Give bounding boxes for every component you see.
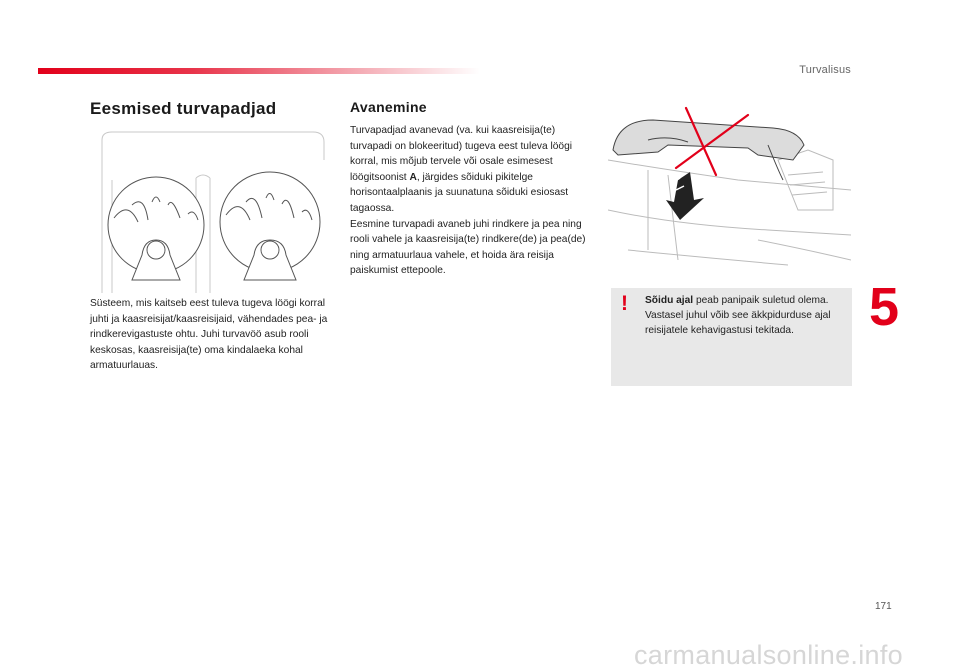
airbag-illustration	[98, 130, 327, 293]
warning-box	[611, 288, 852, 386]
watermark: carmanualsonline.info	[634, 640, 903, 670]
page-number: 171	[875, 601, 892, 612]
driver-airbag	[108, 177, 204, 280]
section-title: Turvalisus	[799, 64, 851, 76]
zone-label: A	[409, 171, 417, 183]
exclamation-icon: !	[621, 292, 628, 315]
glovebox-illustration	[608, 100, 851, 270]
intro-description: Süsteem, mis kaitseb eest tuleva tugeva löögi korral juhti ja kaasreisijat/kaasreisijaid, vähendades pea- ja rindkerevigastuste ohtu. Juhi turvavöö asub rooli keskosas, kaasreisija(te) oma kindalaeka kohal armatuurlauas.	[90, 298, 328, 372]
deployment-heading: Avanemine	[350, 99, 427, 115]
deployment-paragraph-2: Eesmine turvapadi avaneb juhi rindkere ja pea ning rooli vahele ja kaasreisija(te) rindkere(de) ja pea(de) ning armatuurlaua vahele, et hoida ära reisija paiskumist ettepoole.	[350, 218, 586, 277]
page-title: Eesmised turvapadjad	[90, 99, 277, 118]
deployment-text: Turvapadjad avanevad (va. kui kaasreisija(te) turvapadi on blokeeritud) tugeva eest tuleva löögi korral, mis mõjub tervele või osale esimesest löögitsoonist A, järgides sõiduki pikitelge horisontaalplaanis ja suunatuna sõiduki esiosast tagaossa. Eesmine turvapadi avaneb juhi rindkere ja pea ning rooli vahele ja kaasreisija(te) rindkere(de) ja pea(de) ning armatuurlaua vahele, et hoida ära reisija paiskumist ettepoole.	[350, 123, 595, 279]
passenger-airbag	[220, 172, 320, 280]
open-glovebox-lid	[613, 120, 804, 160]
warning-text: Sõidu ajal peab panipaik suletud olema. Vastasel juhul võib see äkkpidurduse ajal reisijatele kehavigastusi tekitada.	[645, 295, 831, 336]
header-accent-bar	[38, 68, 480, 74]
down-arrow-icon	[666, 172, 704, 220]
chapter-number: 5	[869, 277, 900, 337]
